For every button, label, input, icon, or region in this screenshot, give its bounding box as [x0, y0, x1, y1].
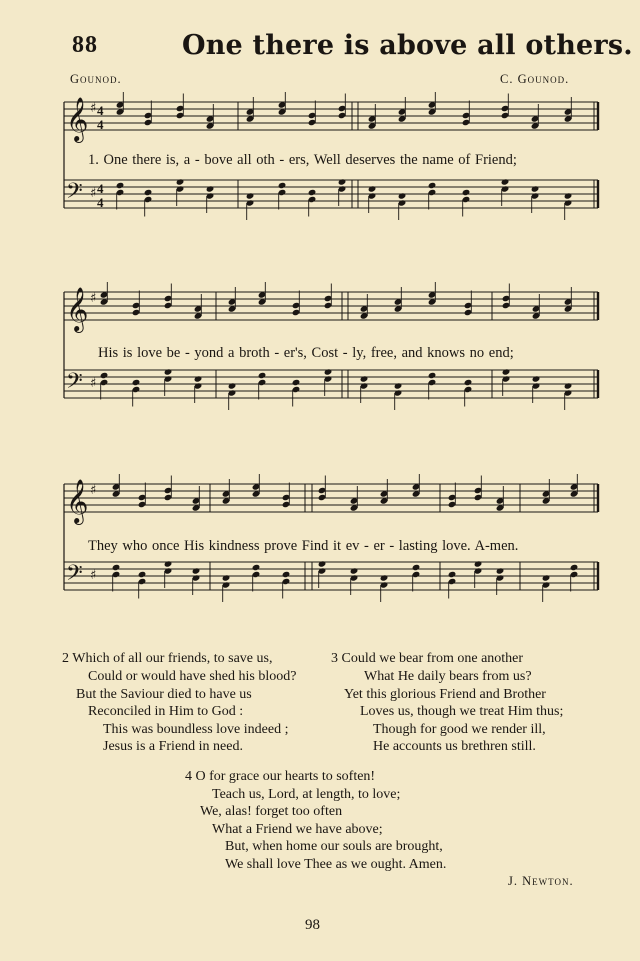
- notehead: [412, 564, 421, 571]
- notehead: [258, 372, 267, 379]
- verse-line: 4 O for grace our hearts to soften!: [185, 769, 376, 784]
- time-signature-top: 4: [97, 181, 104, 196]
- lyrics-line-1: 1. One there is, a - bove all oth - ers, Well deserves the name of Friend;: [88, 152, 517, 168]
- notehead: [531, 185, 540, 192]
- notehead: [474, 560, 483, 567]
- score-system-1: [0, 92, 640, 252]
- bass-clef-icon: 𝄢: [66, 561, 83, 591]
- notehead: [368, 185, 377, 192]
- verse-line: But, when home our souls are brought,: [225, 839, 443, 854]
- verse-line: Loves us, though we treat Him thus;: [360, 704, 564, 719]
- verse-line: This was boundless love indeed ;: [103, 722, 289, 737]
- key-signature-icon: ♯: [90, 568, 97, 583]
- notehead: [532, 375, 541, 382]
- verse-line: 2 Which of all our friends, to save us,: [62, 651, 273, 666]
- page-number: 98: [305, 917, 320, 933]
- notehead: [542, 574, 551, 581]
- key-signature-icon: ♯: [90, 291, 97, 306]
- notehead: [318, 560, 327, 567]
- music-system-1: [0, 92, 640, 252]
- score-system-2: [0, 282, 640, 442]
- hymn-title: One there is above all others.: [182, 30, 633, 61]
- bass-clef-icon: 𝄢: [66, 179, 83, 209]
- notehead: [502, 368, 511, 375]
- notehead: [564, 382, 573, 389]
- notehead: [496, 567, 505, 574]
- verse-line: Could or would have shed his blood?: [88, 669, 297, 684]
- notehead: [206, 185, 215, 192]
- verse-line: He accounts us brethren still.: [373, 739, 536, 754]
- notehead: [360, 375, 369, 382]
- bass-clef-icon: 𝄢: [66, 369, 83, 399]
- notehead: [282, 571, 291, 578]
- lyrics-line-3: They who once His kindness prove Find it ev - er - lasting love. A-men.: [88, 538, 519, 554]
- verse-line: Yet this glorious Friend and Brother: [344, 687, 546, 702]
- lyrics-line-2: His is love be - yond a broth - er's, Cost - ly, free, and knows no end;: [98, 345, 514, 361]
- hymn-number: 88: [72, 32, 98, 58]
- notehead: [116, 182, 125, 189]
- verse-line: Jesus is a Friend in need.: [103, 739, 243, 754]
- treble-clef-icon: 𝄞: [66, 287, 89, 331]
- notehead: [394, 382, 403, 389]
- notehead: [138, 571, 147, 578]
- notehead: [176, 178, 185, 185]
- notehead: [428, 372, 437, 379]
- verse-line: What a Friend we have above;: [212, 822, 383, 837]
- verse-line: We shall love Thee as we ought. Amen.: [225, 857, 447, 872]
- verse-line: We, alas! forget too often: [200, 804, 343, 819]
- tune-credit: Gounod.: [70, 72, 122, 86]
- notehead: [112, 564, 121, 571]
- notehead: [398, 192, 407, 199]
- notehead: [564, 192, 573, 199]
- author-credit: J. Newton.: [508, 874, 574, 888]
- verse-line: 3 Could we bear from one another: [331, 651, 524, 666]
- notehead: [308, 189, 317, 196]
- notehead: [501, 178, 510, 185]
- notehead: [380, 574, 389, 581]
- notehead: [292, 379, 301, 386]
- key-signature-icon: ♯: [90, 186, 97, 201]
- verse-line: Though for good we render ill,: [373, 722, 546, 737]
- notehead: [428, 182, 437, 189]
- time-signature-bottom: 4: [97, 117, 104, 132]
- treble-clef-icon: 𝄞: [66, 97, 89, 141]
- notehead: [194, 375, 203, 382]
- verse-line: Reconciled in Him to God :: [88, 704, 244, 719]
- notehead: [464, 379, 473, 386]
- notehead: [338, 178, 347, 185]
- notehead: [100, 372, 109, 379]
- notehead: [324, 368, 333, 375]
- time-signature-top: 4: [97, 103, 104, 118]
- notehead: [462, 189, 471, 196]
- composer-credit: C. Gounod.: [500, 72, 570, 86]
- notehead: [570, 564, 579, 571]
- notehead: [246, 192, 255, 199]
- verse-line: What He daily bears from us?: [364, 669, 532, 684]
- verse-line: Teach us, Lord, at length, to love;: [212, 787, 401, 802]
- notehead: [144, 189, 153, 196]
- notehead: [222, 574, 231, 581]
- notehead: [228, 382, 237, 389]
- notehead: [164, 368, 173, 375]
- notehead: [132, 379, 141, 386]
- notehead: [350, 567, 359, 574]
- notehead: [448, 571, 457, 578]
- notehead: [192, 567, 201, 574]
- notehead: [252, 564, 261, 571]
- treble-clef-icon: 𝄞: [66, 479, 89, 523]
- time-signature-bottom: 4: [97, 195, 104, 210]
- music-system-2: [0, 282, 640, 442]
- key-signature-icon: ♯: [90, 376, 97, 391]
- key-signature-icon: ♯: [90, 483, 97, 498]
- notehead: [278, 182, 287, 189]
- key-signature-icon: ♯: [90, 101, 97, 116]
- notehead: [164, 560, 173, 567]
- verse-line: But the Saviour died to have us: [76, 687, 252, 702]
